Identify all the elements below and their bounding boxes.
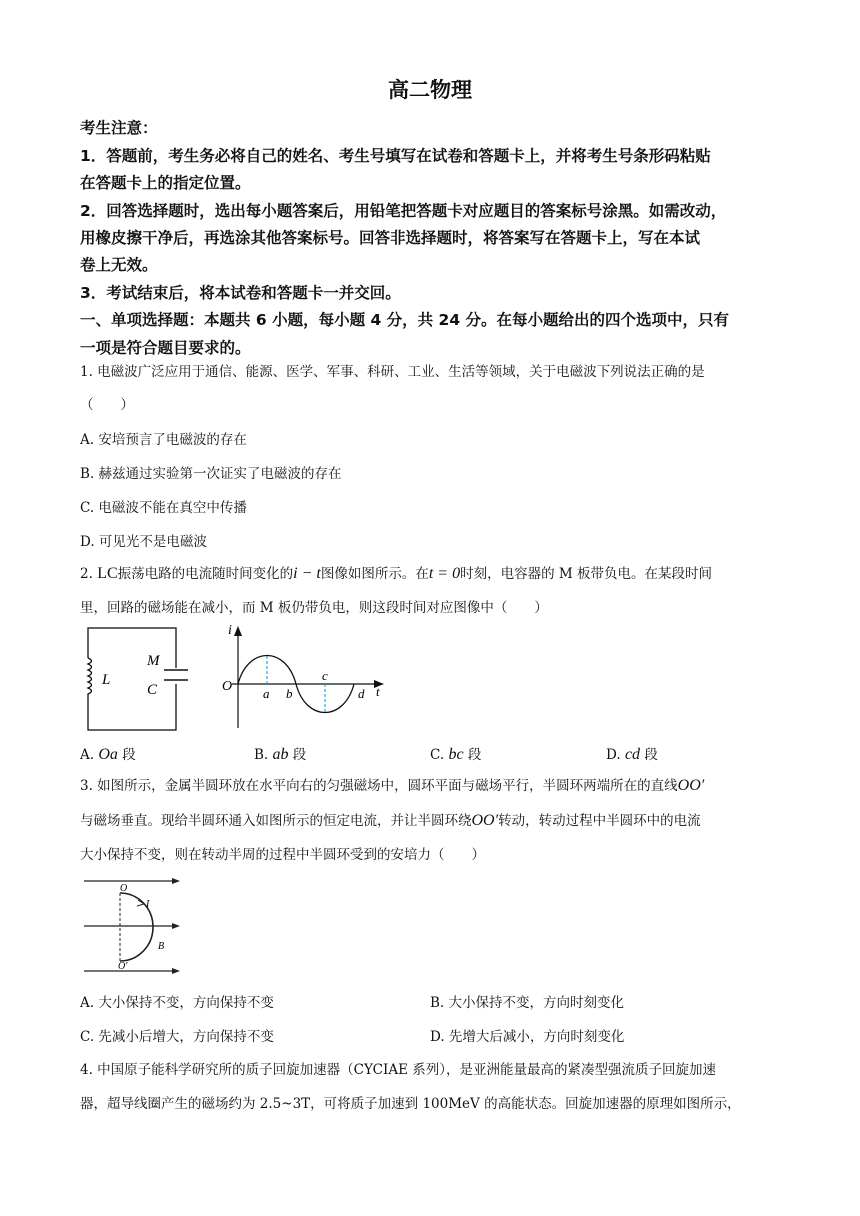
q1-option-b: B. 赫兹通过实验第一次证实了电磁波的存在 (80, 466, 342, 482)
current-label: I (146, 899, 150, 910)
q1-option-d: D. 可见光不是电磁波 (80, 534, 207, 550)
q2-option-d-var: cd (624, 746, 641, 763)
i-axis-label: i (228, 623, 232, 638)
notice-heading: 考生注意： (80, 119, 158, 137)
i-t-graph (218, 620, 388, 732)
point-b-label: b (286, 686, 293, 701)
q2-option-a-suffix: 段 (117, 747, 136, 763)
q3-stem-line-1 (80, 774, 704, 795)
q3-option-b: B. 大小保持不变，方向时刻变化 (430, 995, 625, 1011)
notice-item-2-line-2: 用橡皮擦干净后，再选涂其他答案标号。回答非选择题时，将答案写在答题卡上，写在本试 (80, 229, 701, 247)
field-arrow-top (172, 878, 180, 884)
q2-option-b-suffix: 段 (288, 747, 307, 763)
q4-stem-line-1: 4. 中国原子能科学研究所的质子回旋加速器（CYCIAE 系列），是亚洲能量最高的紧凑型强流质子回旋加速 (80, 1062, 716, 1078)
q2-t0-symbol: t = 0 (428, 565, 461, 582)
q2-lc: LC (97, 565, 118, 582)
q2-text-1: 振荡电路的电流随时间变化的 (117, 566, 294, 582)
q3-text-1: 3. 如图所示，金属半圆环放在水平向右的匀强磁场中，圆环平面与磁场平行，半圆环两端所在的直线 (80, 778, 678, 794)
notice-item-1-line-2: 在答题卡上的指定位置。 (80, 174, 251, 192)
q3-text-2: 与磁场垂直。现给半圆环通入如图所示的恒定电流，并让半圆环绕 (80, 813, 472, 829)
point-o-prime-label: O′ (118, 961, 128, 972)
q2-text-2: 图像如图所示。在 (320, 566, 429, 582)
q1-option-c: C. 电磁波不能在真空中传播 (80, 500, 247, 516)
point-o-label: O (120, 883, 128, 894)
q2-option-c-var: bc (448, 746, 464, 763)
q1-stem-line-2: （ ） (80, 397, 134, 413)
q3-option-c: C. 先减小后增大，方向保持不变 (80, 1029, 274, 1045)
t-axis-label: t (376, 684, 380, 699)
q3-text-3: 转动，转动过程中半圆环中的电流 (498, 813, 701, 829)
q2-option-b (254, 743, 306, 764)
q2-number: 2. (80, 566, 93, 582)
capacitor-label: C (147, 682, 158, 698)
i-axis-arrow (234, 626, 242, 636)
q3-option-d: D. 先增大后减小，方向时刻变化 (430, 1029, 625, 1045)
notice-item-2-line-1: 2．回答选择题时，选出每小题答案后，用铅笔把答题卡对应题目的答案标号涂黑。如需改动， (80, 202, 727, 220)
q2-text-3: 时刻，电容器的 M 板带负电。在某段时间 (460, 566, 712, 582)
q2-option-a-var: Oa (98, 746, 118, 763)
q3-stem-line-3: 大小保持不变，则在转动半周的过程中半圆环受到的安培力（ ） (80, 847, 485, 863)
q2-option-c (430, 743, 481, 764)
q2-option-a-prefix: A. (80, 747, 99, 763)
lc-circuit-diagram (80, 626, 200, 736)
q1-stem-line-1: 1. 电磁波广泛应用于通信、能源、医学、军事、科研、工业、生活等领域，关于电磁波下列说法正确的是 (80, 364, 705, 380)
page-title: 高二物理 (388, 78, 472, 102)
q2-option-a (80, 743, 136, 764)
notice-item-3: 3．考试结束后，将本试卷和答题卡一并交回。 (80, 284, 401, 302)
plate-m-label: M (147, 653, 160, 669)
q2-stem-line-2: 里，回路的磁场能在减小，而 M 板仍带负电，则这段时间对应图像中（ ） (80, 600, 548, 616)
section1-line-2: 一项是符合题目要求的。 (80, 339, 251, 357)
q2-stem-line-1 (80, 562, 712, 583)
notice-item-2-line-3: 卷上无效。 (80, 256, 158, 274)
point-c-label: c (322, 668, 328, 683)
section1-line-1: 一、单项选择题：本题共 6 小题，每小题 4 分，共 24 分。在每小题给出的四个选项中，只有 (80, 311, 730, 329)
semicircle-field-diagram (80, 873, 184, 977)
q1-option-a: A. 安培预言了电磁波的存在 (80, 432, 247, 448)
q2-option-b-prefix: B. (254, 747, 273, 763)
q2-it-symbol: i − t (293, 565, 321, 582)
q3-axis-symbol-1: OO′ (677, 777, 705, 794)
q2-option-d-suffix: 段 (640, 747, 658, 763)
q2-option-b-var: ab (272, 746, 289, 763)
point-d-label: d (358, 686, 365, 701)
inductor-label: L (102, 672, 111, 688)
field-arrow-bottom (172, 968, 180, 974)
q2-option-d-prefix: D. (606, 747, 625, 763)
q2-option-c-prefix: C. (430, 747, 449, 763)
notice-item-1-line-1: 1．答题前，考生务必将自己的姓名、考生号填写在试卷和答题卡上，并将考生号条形码粘贴 (80, 147, 711, 165)
q3-option-a: A. 大小保持不变，方向保持不变 (80, 995, 274, 1011)
q3-axis-symbol-2: OO′ (471, 812, 499, 829)
q3-stem-line-2 (80, 809, 701, 830)
field-arrow-middle (172, 923, 180, 929)
field-label: B (158, 941, 165, 952)
q4-stem-line-2: 器，超导线圈产生的磁场约为 2.5~3T，可将质子加速到 100MeV 的高能状态。回旋加速器的原理如图所示， (80, 1096, 741, 1112)
q2-option-c-suffix: 段 (463, 747, 482, 763)
point-a-label: a (263, 686, 270, 701)
q2-option-d (606, 743, 658, 764)
origin-label: O (222, 679, 233, 694)
